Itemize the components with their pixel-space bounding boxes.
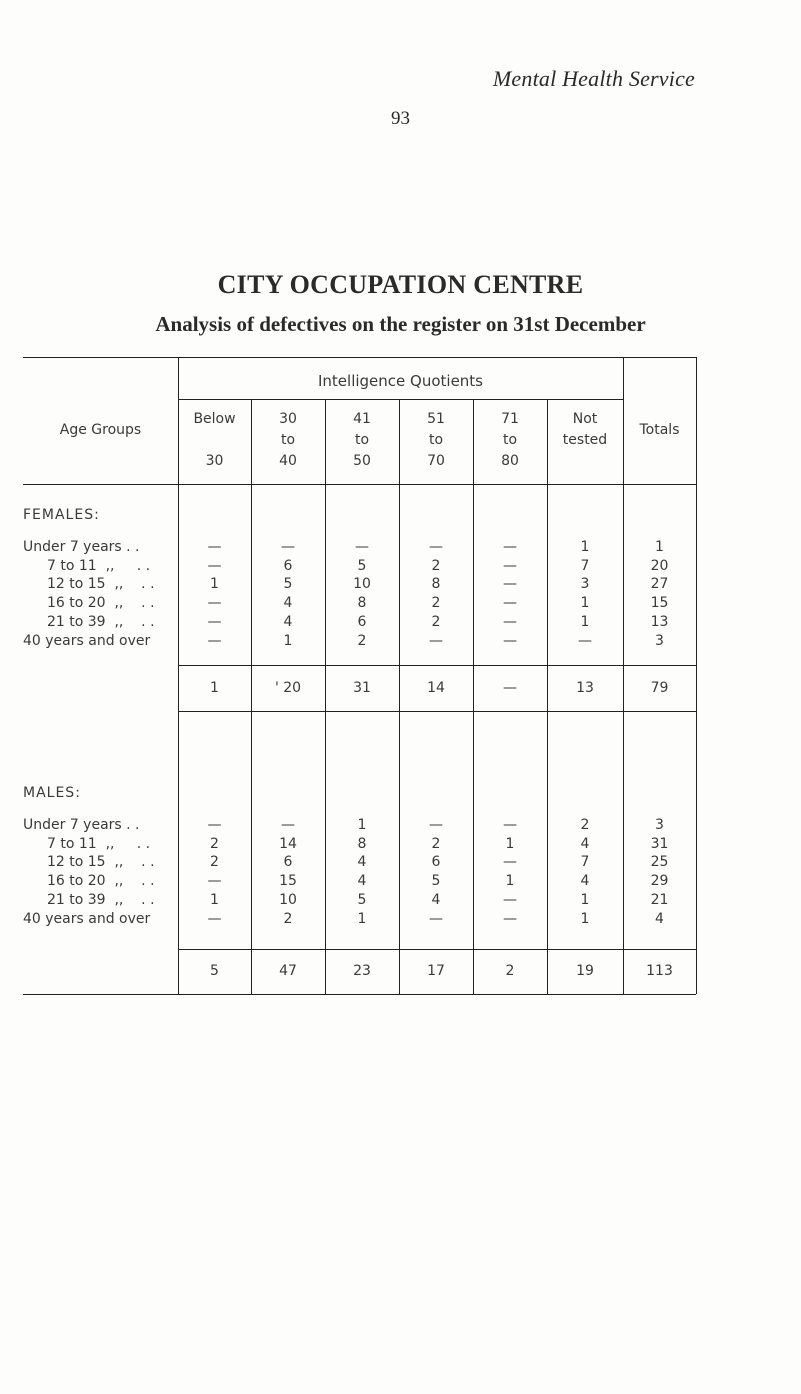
table-cell: —: [503, 817, 517, 833]
females-subtotal-rule: [178, 665, 696, 666]
table-cell: 3: [655, 817, 664, 833]
column-header-not-tested: tested: [562, 432, 608, 448]
iq-header-rule: [178, 399, 623, 400]
subtotal-cell: 23: [353, 963, 371, 979]
table-cell: 3: [580, 576, 590, 593]
table-cell: 1: [210, 891, 219, 908]
running-head: Mental Health Service: [492, 66, 695, 91]
table-cell: 2: [431, 557, 441, 574]
table-cell: 5: [357, 557, 367, 574]
page-title: CITY OCCUPATION CENTRE: [217, 270, 584, 299]
table-cell: —: [207, 539, 222, 555]
column-header-71-to-80: 80: [501, 453, 519, 469]
table-cell: 2: [357, 632, 367, 649]
table-bottom-rule: [23, 994, 696, 995]
table-cell: 10: [279, 891, 297, 908]
table-cell: 4: [655, 910, 664, 927]
table-cell: 1: [580, 539, 590, 555]
table-cell: 6: [283, 854, 293, 871]
table-cell: 4: [357, 873, 367, 890]
table-cell: 2: [431, 595, 441, 612]
table-cell: —: [429, 817, 443, 833]
page-subtitle: Analysis of defectives on the register on 31st December: [155, 312, 646, 336]
table-cell: 29: [650, 873, 669, 890]
table-cell: —: [429, 539, 443, 555]
table-cell: 1: [210, 576, 219, 593]
males-section-label: MALES:: [23, 785, 81, 801]
column-header-not-tested: Not: [572, 411, 598, 427]
table-cell: 2: [210, 854, 219, 871]
table-cell: —: [503, 613, 517, 630]
table-cell: —: [281, 817, 295, 833]
age-groups-header: Age Groups: [59, 422, 142, 438]
table-cell: —: [207, 817, 222, 833]
column-header-41-to-50: to: [354, 432, 370, 448]
table-cell: 5: [283, 576, 293, 593]
column-header-51-to-70: 51: [427, 411, 445, 427]
subtotal-cell: —: [503, 680, 517, 696]
table-cell: 6: [283, 557, 293, 574]
table-cell: 8: [431, 576, 441, 593]
table-cell: 1: [505, 835, 515, 852]
table-cell: 4: [580, 873, 590, 890]
table-cell: —: [429, 910, 443, 927]
subtotal-cell: 5: [210, 963, 219, 979]
row-label: 16 to 20 ,, . .: [47, 873, 155, 890]
table-cell: 20: [650, 557, 669, 574]
table-cell: 1: [505, 873, 515, 890]
table-cell: 2: [431, 613, 441, 630]
table-cell: 2: [580, 817, 590, 833]
table-cell: 4: [357, 854, 367, 871]
row-label: 40 years and over: [23, 632, 151, 649]
table-cell: 1: [580, 595, 590, 612]
subtotal-cell: 31: [353, 680, 371, 696]
table-cell: —: [503, 632, 517, 649]
table-cell: 15: [279, 873, 297, 890]
table-cell: 7: [580, 557, 590, 574]
table-cell: —: [207, 632, 222, 649]
table-cell: 21: [650, 891, 669, 908]
column-header-71-to-80: 71: [501, 411, 519, 427]
table-cell: 4: [431, 891, 441, 908]
table-cell: 6: [431, 854, 441, 871]
table-cell: —: [207, 873, 222, 890]
table-cell: 5: [431, 873, 441, 890]
table-cell: —: [207, 557, 222, 574]
subtotal-cell: ' 20: [274, 680, 302, 696]
table-cell: 1: [357, 910, 367, 927]
table-cell: —: [207, 910, 222, 927]
subtotal-cell: 47: [279, 963, 297, 979]
subtotal-cell: 1: [210, 680, 219, 696]
column-header-below-30: Below: [193, 411, 236, 427]
row-label: 21 to 39 ,, . .: [47, 891, 155, 908]
table-cell: —: [503, 576, 517, 593]
table-cell: 1: [283, 632, 293, 649]
table-cell: —: [578, 632, 592, 649]
table-cell: —: [503, 854, 517, 871]
table-cell: 4: [283, 613, 293, 630]
table-cell: 8: [357, 595, 367, 612]
table-cell: 4: [283, 595, 293, 612]
row-label: 12 to 15 ,, . .: [47, 854, 155, 871]
subtotal-cell: 13: [576, 680, 594, 696]
table-cell: 25: [650, 854, 669, 871]
table-cell: 14: [279, 835, 297, 852]
row-label: 7 to 11 ,, . .: [47, 557, 151, 574]
females-subtotal-bottom-rule: [178, 711, 696, 712]
table-cell: 1: [655, 539, 664, 555]
females-section-label: FEMALES:: [23, 507, 100, 523]
table-cell: 5: [357, 891, 367, 908]
table-cell: 2: [283, 910, 293, 927]
column-header-30-to-40: to: [280, 432, 296, 448]
subtotal-cell: 113: [646, 963, 673, 979]
table-cell: 2: [210, 835, 219, 852]
totals-header: Totals: [639, 422, 680, 438]
table-cell: 1: [580, 891, 590, 908]
table-cell: 15: [650, 595, 669, 612]
table-cell: 27: [650, 576, 669, 593]
table-top-rule: [23, 357, 696, 358]
intelligence-quotients-header: Intelligence Quotients: [317, 372, 483, 390]
column-header-51-to-70: to: [428, 432, 444, 448]
subtotal-cell: 79: [650, 680, 669, 696]
column-header-71-to-80: to: [502, 432, 518, 448]
table-cell: —: [503, 595, 517, 612]
column-header-41-to-50: 50: [353, 453, 371, 469]
column-header-41-to-50: 41: [353, 411, 371, 427]
table-cell: 13: [650, 613, 669, 630]
column-header-30-to-40: 30: [279, 411, 297, 427]
table-cell: —: [503, 539, 517, 555]
table-cell: 1: [357, 817, 367, 833]
table-right-rule: [696, 357, 697, 994]
table-cell: —: [281, 539, 295, 555]
row-label: 7 to 11 ,, . .: [47, 835, 151, 852]
table-cell: —: [503, 910, 517, 927]
row-label: 40 years and over: [23, 910, 151, 927]
table-cell: —: [429, 632, 443, 649]
table-cell: 2: [431, 835, 441, 852]
table-cell: —: [207, 613, 222, 630]
subtotal-cell: 17: [427, 963, 445, 979]
table-cell: 10: [353, 576, 371, 593]
row-label: 12 to 15 ,, . .: [47, 576, 155, 593]
table-cell: —: [207, 595, 222, 612]
table-cell: 8: [357, 835, 367, 852]
table-cell: 31: [650, 835, 669, 852]
table-cell: —: [503, 891, 517, 908]
column-header-below-30: 30: [205, 453, 224, 469]
row-label: Under 7 years . .: [23, 539, 140, 555]
table-cell: —: [355, 539, 369, 555]
iq-analysis-table: [23, 357, 696, 1050]
column-header-30-to-40: 40: [279, 453, 297, 469]
page-number: 93: [391, 108, 410, 129]
table-cell: 6: [357, 613, 367, 630]
table-cell: 3: [655, 632, 664, 649]
row-label: 16 to 20 ,, . .: [47, 595, 155, 612]
table-cell: —: [503, 557, 517, 574]
row-label: 21 to 39 ,, . .: [47, 613, 155, 630]
table-cell: 1: [580, 613, 590, 630]
table-cell: 7: [580, 854, 590, 871]
subtotal-cell: 2: [505, 963, 515, 979]
header-bottom-rule: [23, 484, 696, 485]
males-subtotal-rule: [178, 949, 696, 950]
table-cell: 1: [580, 910, 590, 927]
table-cell: 4: [580, 835, 590, 852]
row-label: Under 7 years . .: [23, 817, 140, 833]
subtotal-cell: 14: [427, 680, 445, 696]
column-header-51-to-70: 70: [427, 453, 445, 469]
subtotal-cell: 19: [576, 963, 594, 979]
